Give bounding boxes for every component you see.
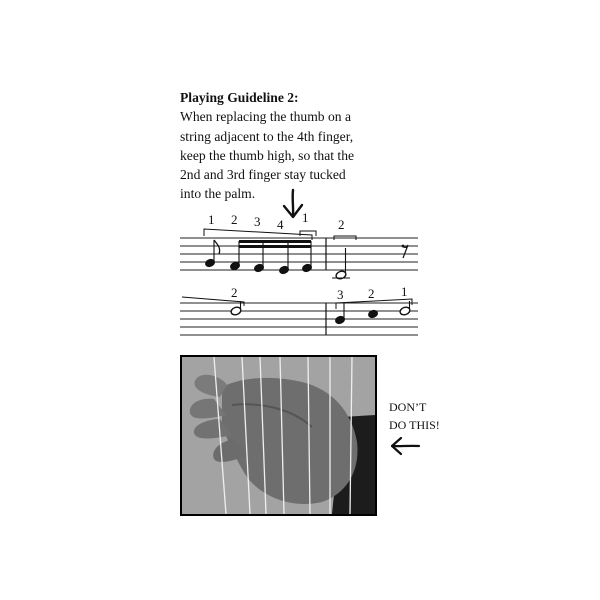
fingering-numbers (208, 210, 408, 302)
warning-line-1: DON’T (389, 400, 427, 414)
fingering-number: 1 (401, 284, 408, 299)
fingering-number: 2 (368, 286, 375, 301)
left-arrow-icon (389, 436, 421, 456)
fingering-number: 3 (337, 287, 344, 302)
guideline-title: Playing Guideline 2: (180, 90, 299, 105)
fingering-number: 4 (277, 217, 284, 232)
guideline-line-4: 2nd and 3rd finger stay tucked (180, 167, 346, 183)
fingering-number: 3 (254, 214, 261, 229)
guideline-line-1: When replacing the thumb on a (180, 109, 351, 125)
guideline-line-5: into the palm. (180, 186, 256, 202)
warning-text (389, 398, 469, 434)
fingering-number: 1 (208, 212, 215, 227)
guideline-line-2: string adjacent to the 4th finger, (180, 128, 354, 144)
beam (239, 245, 311, 248)
bass-notes (230, 301, 411, 325)
note-flag (214, 240, 220, 254)
warning-line-2: DO THIS! (389, 418, 440, 432)
hand-on-harp-illustration (182, 357, 375, 514)
fingering-number: 2 (231, 212, 238, 227)
hand-photo (180, 355, 377, 516)
beam (239, 240, 311, 243)
fingering-number: 2 (231, 285, 238, 300)
eighth-rest-dot (402, 245, 405, 248)
guideline-line-3: keep the thumb high, so that the (180, 147, 355, 163)
fingering-number: 1 (302, 210, 309, 225)
fingering-number: 2 (338, 217, 345, 232)
bass-staff (180, 303, 418, 335)
